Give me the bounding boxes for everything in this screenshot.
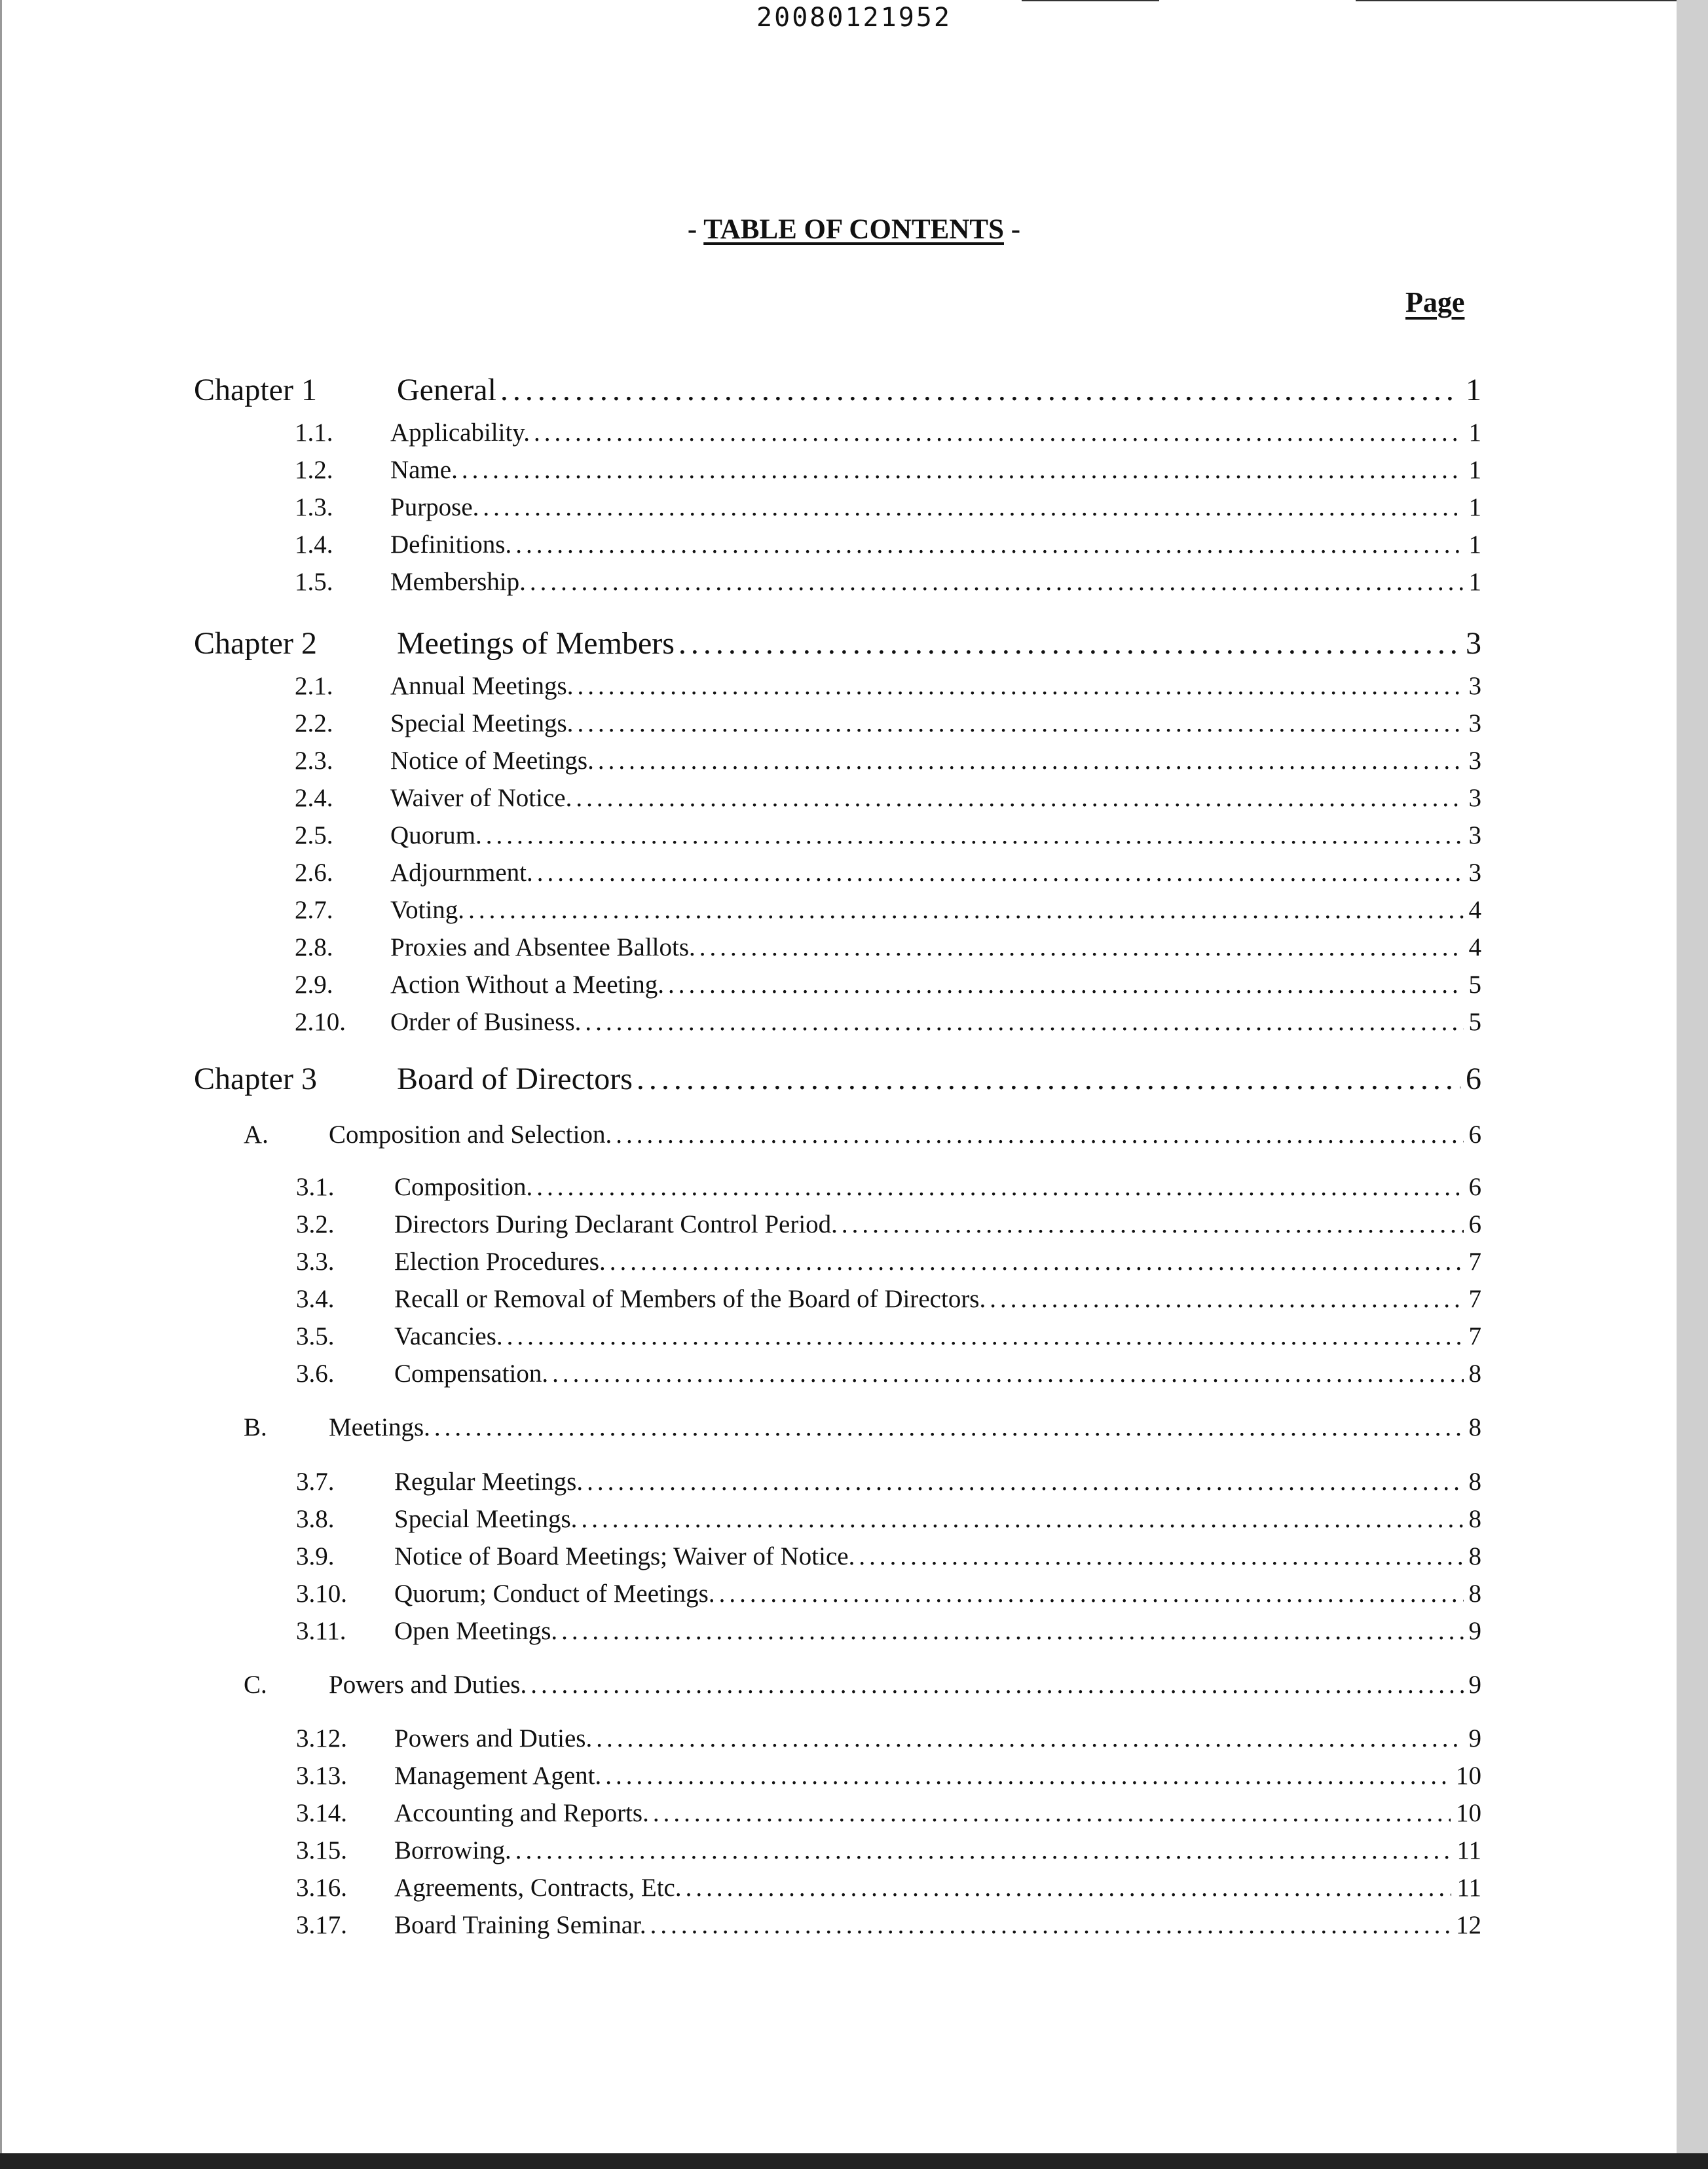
group-letter: B. bbox=[244, 1413, 267, 1441]
dot-leader bbox=[668, 970, 1464, 999]
section-number: 2.7. bbox=[295, 896, 333, 924]
page-number: 1 bbox=[1466, 373, 1481, 407]
page-number: 3 bbox=[1468, 859, 1481, 887]
toc-section-entry[interactable] bbox=[295, 530, 1481, 566]
toc-section-entry[interactable] bbox=[295, 821, 1481, 857]
dot-leader bbox=[515, 530, 1463, 559]
page-number: 5 bbox=[1468, 1008, 1481, 1036]
toc-heading-prefix: - bbox=[687, 214, 704, 245]
page-number: 5 bbox=[1468, 971, 1481, 999]
entry-title: Waiver of Notice. bbox=[390, 784, 572, 812]
page-number: 3 bbox=[1466, 626, 1481, 661]
dot-leader bbox=[605, 1761, 1451, 1790]
toc-section-entry[interactable] bbox=[295, 455, 1481, 492]
scan-edge bbox=[1677, 0, 1708, 2169]
toc-section-entry[interactable] bbox=[295, 746, 1481, 783]
section-number: 3.10. bbox=[296, 1580, 347, 1608]
section-number: 2.6. bbox=[295, 859, 333, 887]
toc-chapter-entry[interactable] bbox=[194, 1061, 1481, 1104]
entry-title: Annual Meetings. bbox=[390, 672, 574, 700]
toc-chapter-entry[interactable] bbox=[194, 625, 1481, 669]
section-number: 1.5. bbox=[295, 568, 333, 596]
toc-section-entry[interactable] bbox=[296, 1504, 1481, 1541]
dot-leader bbox=[530, 1670, 1463, 1699]
chapter-number: Chapter 2 bbox=[194, 626, 317, 661]
page-number: 11 bbox=[1457, 1836, 1481, 1864]
entry-title: General bbox=[397, 373, 496, 407]
toc-section-entry[interactable] bbox=[295, 709, 1481, 745]
toc-chapter-entry[interactable] bbox=[194, 372, 1481, 415]
dot-leader bbox=[650, 1910, 1451, 1940]
entry-title: Agreements, Contracts, Etc. bbox=[394, 1874, 682, 1902]
entry-title: Action Without a Meeting. bbox=[390, 971, 664, 999]
scan-artifact-line bbox=[1022, 0, 1159, 1]
entry-title: Applicability. bbox=[390, 418, 530, 447]
dot-leader bbox=[462, 455, 1464, 485]
entry-title: Voting. bbox=[390, 896, 465, 924]
page-number: 7 bbox=[1468, 1248, 1481, 1276]
section-number: 2.8. bbox=[295, 933, 333, 961]
chapter-number: Chapter 3 bbox=[194, 1062, 317, 1096]
entry-title: Meetings of Members bbox=[397, 626, 675, 661]
toc-section-entry[interactable] bbox=[295, 895, 1481, 932]
toc-heading-text: TABLE OF CONTENTS bbox=[703, 214, 1004, 245]
toc-section-entry[interactable] bbox=[296, 1836, 1481, 1872]
dot-leader bbox=[581, 1504, 1463, 1534]
entry-title: Board Training Seminar. bbox=[394, 1911, 646, 1939]
toc-section-entry[interactable] bbox=[295, 783, 1481, 820]
section-number: 3.5. bbox=[296, 1322, 335, 1350]
toc-section-entry[interactable] bbox=[295, 492, 1481, 529]
section-number: 1.4. bbox=[295, 530, 333, 559]
toc-section-entry[interactable] bbox=[296, 1247, 1481, 1284]
toc-section-entry[interactable] bbox=[296, 1172, 1481, 1209]
dot-leader bbox=[577, 709, 1463, 738]
page-number: 8 bbox=[1468, 1542, 1481, 1570]
toc-group-entry[interactable] bbox=[244, 1670, 1481, 1707]
toc-section-entry[interactable] bbox=[296, 1210, 1481, 1246]
page-number: 9 bbox=[1468, 1617, 1481, 1645]
dot-leader bbox=[537, 858, 1464, 887]
toc-section-entry[interactable] bbox=[296, 1542, 1481, 1578]
dot-leader bbox=[653, 1798, 1451, 1828]
entry-title: Special Meetings. bbox=[390, 709, 574, 737]
dot-leader bbox=[587, 1467, 1463, 1496]
toc-section-entry[interactable] bbox=[295, 933, 1481, 969]
page-number: 3 bbox=[1468, 784, 1481, 812]
dot-leader bbox=[678, 625, 1460, 661]
entry-title: Meetings. bbox=[329, 1413, 430, 1441]
dot-leader bbox=[596, 1724, 1463, 1753]
dot-leader bbox=[486, 821, 1464, 850]
section-number: 3.14. bbox=[296, 1799, 347, 1827]
dot-leader bbox=[483, 492, 1463, 522]
toc-section-entry[interactable] bbox=[296, 1910, 1481, 1947]
entry-title: Quorum. bbox=[390, 821, 482, 849]
section-number: 1.3. bbox=[295, 493, 333, 521]
toc-heading-suffix: - bbox=[1003, 214, 1021, 245]
section-number: 3.12. bbox=[296, 1724, 347, 1752]
section-number: 2.5. bbox=[295, 821, 333, 849]
scan-edge bbox=[0, 0, 2, 2169]
page-number: 10 bbox=[1456, 1799, 1481, 1827]
page-number: 6 bbox=[1468, 1173, 1481, 1201]
toc-heading bbox=[0, 213, 1708, 246]
dot-leader bbox=[552, 1359, 1463, 1388]
entry-title: Powers and Duties. bbox=[394, 1724, 593, 1752]
dot-leader bbox=[859, 1542, 1463, 1571]
toc-section-entry[interactable] bbox=[296, 1359, 1481, 1396]
toc-section-entry[interactable] bbox=[296, 1724, 1481, 1760]
toc-section-entry[interactable] bbox=[296, 1616, 1481, 1653]
page-number: 6 bbox=[1466, 1062, 1481, 1096]
toc-section-entry[interactable] bbox=[295, 970, 1481, 1007]
toc-section-entry[interactable] bbox=[295, 671, 1481, 708]
dot-leader bbox=[577, 671, 1463, 701]
group-letter: C. bbox=[244, 1671, 267, 1699]
page-number: 3 bbox=[1468, 821, 1481, 849]
page-number: 8 bbox=[1468, 1360, 1481, 1388]
dot-leader bbox=[616, 1120, 1463, 1149]
page-number: 7 bbox=[1468, 1322, 1481, 1350]
dot-leader bbox=[534, 418, 1463, 447]
chapter-number: Chapter 1 bbox=[194, 373, 317, 407]
page-number: 4 bbox=[1468, 896, 1481, 924]
page-number: 7 bbox=[1468, 1285, 1481, 1313]
page-number: 10 bbox=[1456, 1762, 1481, 1790]
dot-leader bbox=[561, 1616, 1463, 1646]
section-number: 3.7. bbox=[296, 1468, 335, 1496]
toc-section-entry[interactable] bbox=[295, 858, 1481, 895]
dot-leader bbox=[585, 1007, 1463, 1037]
scan-artifact-line bbox=[1356, 0, 1708, 1]
scan-edge bbox=[0, 2153, 1708, 2169]
toc-section-entry[interactable] bbox=[296, 1579, 1481, 1616]
entry-title: Order of Business. bbox=[390, 1008, 582, 1036]
entry-title: Adjournment. bbox=[390, 859, 533, 887]
page-column-label: Page bbox=[1405, 286, 1465, 318]
dot-leader bbox=[515, 1836, 1452, 1865]
dot-leader bbox=[686, 1873, 1452, 1902]
page-number: 12 bbox=[1456, 1911, 1481, 1939]
page-number: 8 bbox=[1468, 1413, 1481, 1441]
entry-title: Recall or Removal of Members of the Board of Directors. bbox=[394, 1285, 986, 1313]
toc-group-entry[interactable] bbox=[244, 1120, 1481, 1157]
page-number: 8 bbox=[1468, 1468, 1481, 1496]
section-number: 2.4. bbox=[295, 784, 333, 812]
toc-section-entry[interactable] bbox=[296, 1467, 1481, 1504]
dot-leader bbox=[530, 567, 1464, 597]
entry-title: Powers and Duties. bbox=[329, 1671, 527, 1699]
toc-section-entry[interactable] bbox=[296, 1761, 1481, 1798]
dot-leader bbox=[507, 1322, 1464, 1351]
section-number: 3.9. bbox=[296, 1542, 335, 1570]
section-number: 3.16. bbox=[296, 1874, 347, 1902]
dot-leader bbox=[842, 1210, 1464, 1239]
toc-section-entry[interactable] bbox=[296, 1873, 1481, 1910]
entry-title: Borrowing. bbox=[394, 1836, 511, 1864]
dot-leader bbox=[719, 1579, 1464, 1608]
page-number: 3 bbox=[1468, 747, 1481, 775]
toc-section-entry[interactable] bbox=[295, 1007, 1481, 1044]
section-number: 3.6. bbox=[296, 1360, 335, 1388]
page-number: 9 bbox=[1468, 1671, 1481, 1699]
entry-title: Management Agent. bbox=[394, 1762, 602, 1790]
dot-leader bbox=[637, 1061, 1460, 1097]
entry-title: Accounting and Reports. bbox=[394, 1799, 649, 1827]
entry-title: Composition and Selection. bbox=[329, 1121, 612, 1149]
toc-section-entry[interactable] bbox=[295, 567, 1481, 604]
entry-title: Election Procedures. bbox=[394, 1248, 606, 1276]
page-number: 4 bbox=[1468, 933, 1481, 961]
entry-title: Directors During Declarant Control Period. bbox=[394, 1210, 838, 1238]
section-number: 3.8. bbox=[296, 1505, 335, 1533]
section-number: 2.1. bbox=[295, 672, 333, 700]
toc-section-entry[interactable] bbox=[295, 418, 1481, 454]
entry-title: Purpose. bbox=[390, 493, 479, 521]
page-number: 1 bbox=[1468, 530, 1481, 559]
section-number: 3.2. bbox=[296, 1210, 335, 1238]
entry-title: Name. bbox=[390, 456, 458, 484]
entry-title: Compensation. bbox=[394, 1360, 549, 1388]
section-number: 2.10. bbox=[295, 1008, 346, 1036]
section-number: 3.13. bbox=[296, 1762, 347, 1790]
page-number: 1 bbox=[1468, 418, 1481, 447]
entry-title: Special Meetings. bbox=[394, 1505, 578, 1533]
dot-leader bbox=[990, 1284, 1463, 1314]
document-number: 20080121952 bbox=[756, 3, 952, 33]
entry-title: Definitions. bbox=[390, 530, 512, 559]
section-number: 2.3. bbox=[295, 747, 333, 775]
page-number: 8 bbox=[1468, 1505, 1481, 1533]
entry-title: Regular Meetings. bbox=[394, 1468, 584, 1496]
page-number: 6 bbox=[1468, 1210, 1481, 1238]
toc-section-entry[interactable] bbox=[296, 1798, 1481, 1835]
entry-title: Vacancies. bbox=[394, 1322, 503, 1350]
dot-leader bbox=[468, 895, 1463, 925]
section-number: 3.11. bbox=[296, 1617, 346, 1645]
section-number: 2.9. bbox=[295, 971, 333, 999]
page-number: 6 bbox=[1468, 1121, 1481, 1149]
page-number: 11 bbox=[1457, 1874, 1481, 1902]
entry-title: Open Meetings. bbox=[394, 1617, 558, 1645]
entry-title: Notice of Board Meetings; Waiver of Notice. bbox=[394, 1542, 855, 1570]
entry-title: Membership. bbox=[390, 568, 526, 596]
dot-leader bbox=[610, 1247, 1464, 1276]
page-number: 3 bbox=[1468, 672, 1481, 700]
entry-title: Quorum; Conduct of Meetings. bbox=[394, 1580, 715, 1608]
entry-title: Composition. bbox=[394, 1173, 533, 1201]
group-letter: A. bbox=[244, 1121, 269, 1149]
section-number: 3.15. bbox=[296, 1836, 347, 1864]
section-number: 1.2. bbox=[295, 456, 333, 484]
toc-section-entry[interactable] bbox=[296, 1284, 1481, 1321]
dot-leader bbox=[536, 1172, 1463, 1202]
entry-title: Proxies and Absentee Ballots. bbox=[390, 933, 696, 961]
toc-group-entry[interactable] bbox=[244, 1413, 1481, 1449]
section-number: 3.3. bbox=[296, 1248, 335, 1276]
page-number: 1 bbox=[1468, 456, 1481, 484]
dot-leader bbox=[500, 372, 1460, 408]
page-number: 3 bbox=[1468, 709, 1481, 737]
dot-leader bbox=[699, 933, 1464, 962]
section-number: 3.1. bbox=[296, 1173, 335, 1201]
section-number: 2.2. bbox=[295, 709, 333, 737]
page-number: 9 bbox=[1468, 1724, 1481, 1752]
section-number: 3.4. bbox=[296, 1285, 335, 1313]
page-number: 1 bbox=[1468, 568, 1481, 596]
dot-leader bbox=[434, 1413, 1464, 1442]
page-number: 8 bbox=[1468, 1580, 1481, 1608]
entry-title: Board of Directors bbox=[397, 1062, 633, 1096]
dot-leader bbox=[598, 746, 1464, 775]
dot-leader bbox=[576, 783, 1463, 813]
entry-title: Notice of Meetings. bbox=[390, 747, 594, 775]
toc-section-entry[interactable] bbox=[296, 1322, 1481, 1358]
section-number: 3.17. bbox=[296, 1911, 347, 1939]
section-number: 1.1. bbox=[295, 418, 333, 447]
page-number: 1 bbox=[1468, 493, 1481, 521]
